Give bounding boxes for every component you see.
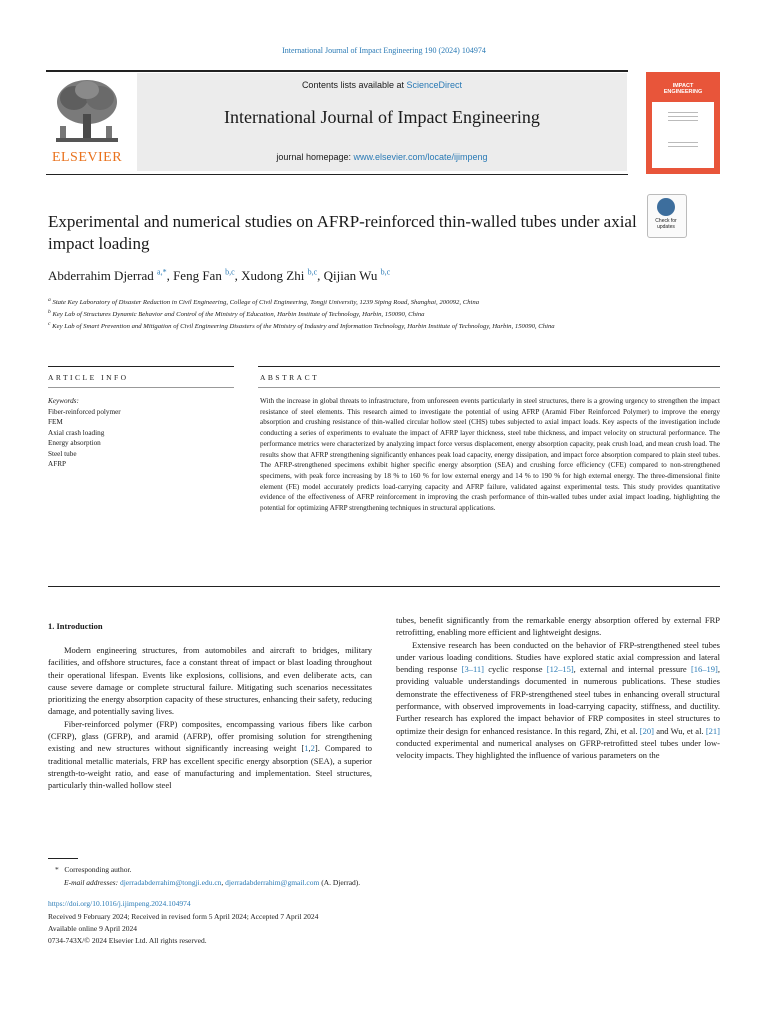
paragraph (48, 718, 372, 792)
email-link[interactable]: djerradabderrahim@gmail.com (225, 878, 320, 887)
body-column-left (48, 644, 372, 792)
affiliation-mark: c (48, 321, 51, 327)
body-column-right (396, 614, 720, 762)
homepage-prefix: journal homepage: (276, 152, 351, 162)
copyright: 0734-743X/© 2024 Elsevier Ltd. All rights reserved. (48, 936, 207, 945)
citation-link[interactable]: [12–15] (546, 664, 574, 675)
contents-line (137, 80, 627, 90)
paragraph: Modern engineering structures, from automobiles and aircraft to bridges, military facilities, and offshore structures, face a constant threat of impact or blast loading throughout their operational lifespan. Events like explosions, collisions, and even deliberate acts, can cause severe damage or complete structural failure. Mitigating such scenarios necessitates prioritizing the energy absorption capacity of these structures, enhancing their safety, reducing damage, and potentially saving lives. (48, 645, 372, 717)
header-top-rule (46, 70, 628, 72)
cover-text-line (668, 120, 698, 121)
affiliation-text: State Key Laboratory of Disaster Reduction in Civil Engineering, College of Civil Engineering, Tongji University, 1239 Siping Road, Shanghai, 200092, China (52, 299, 480, 307)
affiliation (48, 319, 628, 332)
author-affiliation-mark[interactable]: b,c (380, 267, 391, 277)
paragraph-text: cyclic response (483, 664, 547, 675)
citation-link[interactable]: 2 (310, 743, 315, 754)
author-name[interactable]: Abderrahim Djerrad (48, 268, 154, 283)
keyword: Axial crash loading (48, 428, 105, 437)
cover-title: IMPACT ENGINEERING (663, 83, 703, 95)
cover-panel (652, 102, 714, 168)
cover-text-line (668, 142, 698, 143)
email-link[interactable]: djerradabderrahim@tongji.edu.cn (119, 878, 222, 887)
paragraph-text: , providing valuable understandings documented in numerous publications. These studies demonstrate the effectiveness of FRP-strengthened steel tubes in enhancing overall structural performance, with observed improvements in load-carrying capacity, stiffness, and ductility. Further research has explored the impact behavior of FRP composites in steel structures to optimize their design for enhanced resistance. In this regard, Zhi, et al. (396, 664, 720, 736)
sciencedirect-link[interactable]: ScienceDirect (406, 80, 463, 90)
affiliation-text: Key Lab of Smart Prevention and Mitigation of Civil Engineering Disasters of the Ministry of Industry and Information Technology, Harbin Institute of Technology, Harbin, 150090, China (52, 323, 555, 331)
paragraph-text: conducted experimental and numerical analyses on GFRP-retrofitted steel tubes under low-velocity impacts. They highlighted the influence of various parameters on the (396, 737, 720, 761)
homepage-link[interactable]: www.elsevier.com/locate/ijimpeng (353, 152, 488, 162)
author-affiliation-mark[interactable]: a,* (157, 267, 167, 277)
cover-text-line (668, 146, 698, 147)
corresponding-note (55, 865, 131, 875)
elsevier-wordmark: ELSEVIER (51, 150, 123, 165)
divider (48, 586, 720, 587)
affiliation-text: Key Lab of Structures Dynamic Behavior and Control of the Ministry of Education, Harbin Institute of Technology, Harbin, 150090, China (52, 311, 425, 319)
abstract-heading: ABSTRACT (260, 373, 320, 382)
divider (48, 366, 234, 367)
section-heading: 1. Introduction (48, 621, 103, 631)
doi-line[interactable] (48, 899, 191, 909)
divider (48, 387, 234, 388)
email-note (64, 878, 360, 888)
cover-text-line (668, 116, 698, 117)
journal-title: International Journal of Impact Engineering (224, 107, 540, 127)
author-name[interactable]: Feng Fan (173, 268, 222, 283)
keyword: Energy absorption (48, 439, 101, 447)
affiliation-mark: a (48, 297, 51, 303)
citation-link[interactable]: [16–19] (690, 664, 718, 675)
keyword: FEM (48, 418, 63, 426)
cover-text-line (668, 112, 698, 113)
divider (258, 366, 720, 367)
check-for-updates-badge[interactable] (647, 194, 685, 236)
paragraph-text: Extensive research has been conducted on the behavior of FRP-strengthened steel tubes under various loading conditions. Studies have explored static axial compression and lateral bending response (396, 639, 720, 675)
available-online: Available online 9 April 2024 (48, 924, 138, 933)
divider (258, 387, 720, 388)
journal-reference-link[interactable]: International Journal of Impact Engineering 190 (2024) 104974 (282, 46, 486, 55)
journal-cover[interactable] (646, 72, 720, 174)
paper-title: Experimental and numerical studies on AFRP-reinforced thin-walled tubes under axial impact loading (48, 212, 637, 253)
paragraph: tubes, benefit significantly from the remarkable energy absorption offered by external FRP retrofitting, enabling more efficient and lightweight designs. (396, 615, 720, 638)
citation-link[interactable]: 1 (304, 743, 309, 754)
email-separator: , (221, 878, 226, 887)
author-name[interactable]: Qijian Wu (323, 268, 378, 283)
header-bottom-rule (46, 174, 628, 175)
abstract-text: With the increase in global threats to infrastructure, from unforeseen events particularly in steel structures, there is a growing urgency to strengthen the impact resistance of steel elements. This research aimed to investigate the potential of using AFRP (Aramid Fiber Reinforced Polymer) to improve the energy absorption and crushing resistance of thin-walled circular hollow steel (CHS) tubes subjected to axial impact loads. Key aspects of the investigation include conducting a series of experiments to evaluate the impact of AFRP layer thickness, steel tube thickness, and impact velocity on structural performance. The performance metrics were characterized by analyzing impact force versus displacement, energy absorption capacity, peak crush load, and mean crush load. The results show that AFRP strengthening significantly enhances peak load capacity, energy dissipation, and impact force absorption compared to plain steel tubes. The AFRP-strengthened specimens exhibit higher specific energy absorption (SEA) and crushing force efficiency (CFE) compared to non-strengthened specimens, with peak force increasing by 18 % to 160 % for low external energy and 14 % to 190 % for high external energy. The three-dimensional finite element (FE) model accurately predicts load-carrying capacity and AFRP failure, validated against experimental tests. This study provides quantitative evidence of the effectiveness of AFRP reinforcement in improving the crash performance of thin-walled tubes under axial impact loading, highlighting the potential for optimizing AFRP strengthening techniques in structural applications. (260, 397, 720, 513)
doi-link[interactable]: https://doi.org/10.1016/j.ijimpeng.2024.104974 (48, 899, 191, 908)
paragraph-text: and Wu, et al. (653, 725, 706, 736)
email-label: E-mail addresses: (64, 878, 119, 887)
author-affiliation-mark[interactable]: b,c (225, 267, 235, 277)
paragraph-text: , external and internal pressure (573, 664, 691, 675)
citation-link[interactable]: [20] (639, 725, 654, 736)
contents-prefix: Contents lists available at (301, 80, 404, 90)
corresponding-text: Corresponding author. (64, 865, 132, 874)
author-affiliation-mark[interactable]: b,c (307, 267, 318, 277)
affiliation-mark: b (48, 309, 51, 315)
article-info-heading: ARTICLE INFO (48, 373, 129, 382)
keywords-block (48, 396, 234, 470)
corresponding-mark: * (55, 865, 59, 874)
check-icon (657, 198, 675, 216)
paragraph-text: Fiber-reinforced polymer (FRP) composites, encompassing various fibers like carbon (CFRP), glass (GFRP), and aramid (AFRP), offer promising solution for strengthening existing and new structures without significantly increasing weight [ (48, 718, 372, 754)
journal-homepage (137, 152, 627, 162)
author-list: Abderrahim Djerrad $^{a,*}$, Feng Fan $^{b,c}$, Xudong Zhi $^{b,c}$, Qijian Wu $^{b,c}$ (48, 267, 391, 283)
elsevier-tree-logo (46, 76, 128, 148)
received-dates: Received 9 February 2024; Received in revised form 5 April 2024; Accepted 7 April 2024 (48, 912, 319, 921)
keyword: Steel tube (48, 449, 77, 458)
paragraph (396, 639, 720, 762)
citation-link[interactable]: [3–11] (461, 664, 484, 675)
citation-link[interactable]: [21] (705, 725, 720, 736)
badge-label: Check for updates (655, 218, 677, 230)
keyword: Fiber-reinforced polymer (48, 407, 121, 416)
paragraph-text: , (308, 743, 311, 754)
footnote-rule (48, 858, 78, 859)
keywords-label: Keywords: (48, 397, 79, 405)
author-name[interactable]: Xudong Zhi (241, 268, 305, 283)
email-owner: (A. Djerrad). (319, 878, 361, 887)
journal-reference[interactable] (0, 46, 768, 55)
keyword: AFRP (48, 460, 66, 468)
paragraph-text: ]. Compared to traditional metallic materials, FRP has excellent specific energy absorption (SEA), a superior strength-to-weight ratio, and ease of manufacturing and implementation. Steel structures, particularly thin-walled hollow steel (48, 743, 372, 791)
